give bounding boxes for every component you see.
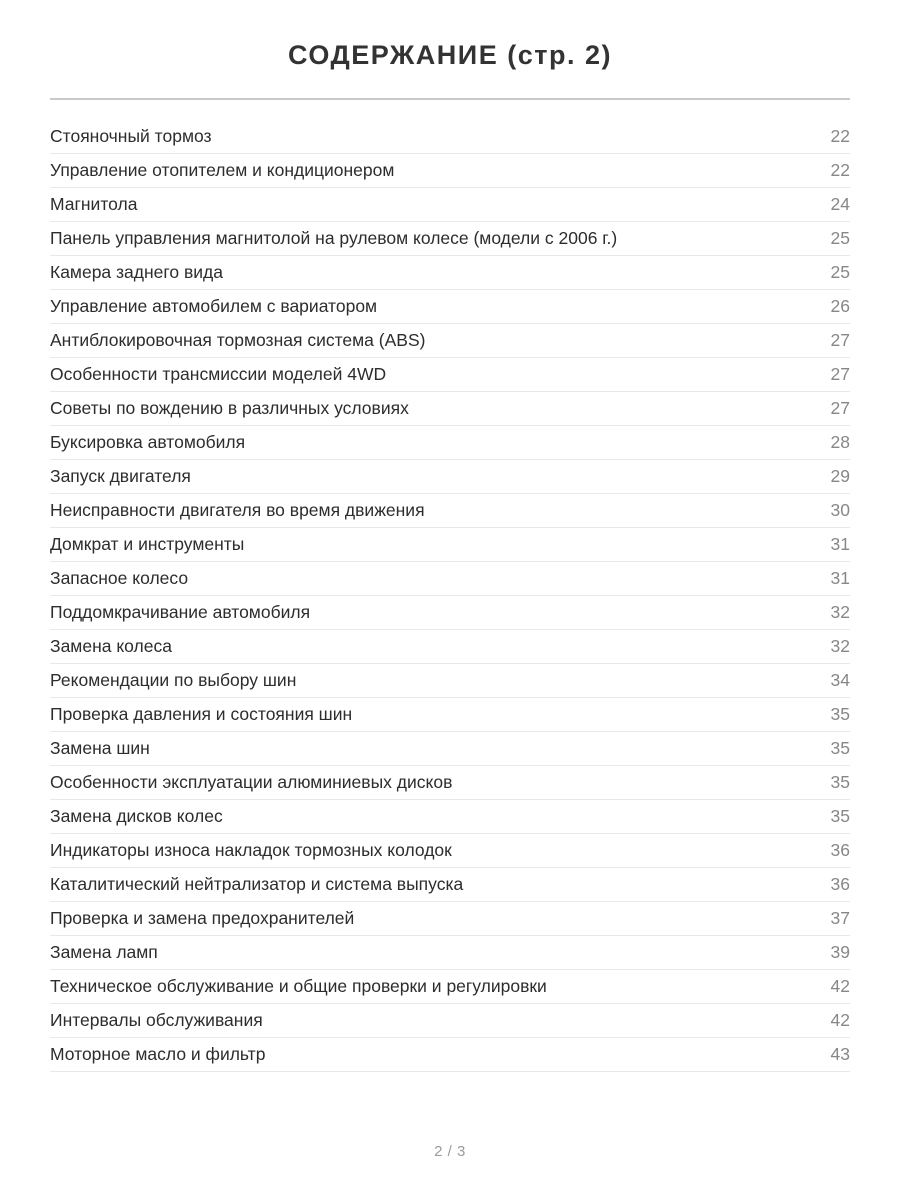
toc-entry-page: 42	[830, 1010, 850, 1030]
toc-entry-label: Домкрат и инструменты	[50, 534, 245, 554]
toc-entry-page: 37	[830, 908, 850, 928]
toc-entry-page: 34	[830, 670, 850, 690]
toc-row[interactable]	[50, 528, 850, 562]
toc-entry-label: Антиблокировочная тормозная система (ABS)	[50, 330, 426, 350]
toc-entry-page: 32	[830, 636, 850, 656]
toc-entry-page: 39	[830, 942, 850, 962]
toc-row[interactable]	[50, 630, 850, 664]
toc-row[interactable]	[50, 562, 850, 596]
toc-entry-page: 31	[830, 568, 850, 588]
toc-entry-label: Управление отопителем и кондиционером	[50, 160, 395, 180]
toc-entry-page: 28	[830, 432, 850, 452]
toc-entry-label: Рекомендации по выбору шин	[50, 670, 297, 690]
toc-entry-label: Моторное масло и фильтр	[50, 1044, 266, 1064]
toc-row[interactable]	[50, 120, 850, 154]
toc-row[interactable]	[50, 222, 850, 256]
toc-row[interactable]	[50, 800, 850, 834]
toc-row[interactable]	[50, 1038, 850, 1072]
toc-row[interactable]	[50, 1004, 850, 1038]
toc-entry-label: Запуск двигателя	[50, 466, 191, 486]
toc-entry-label: Магнитола	[50, 194, 138, 214]
toc-entry-page: 32	[830, 602, 850, 622]
toc-entry-label: Интервалы обслуживания	[50, 1010, 263, 1030]
toc-row[interactable]	[50, 970, 850, 1004]
toc-entry-page: 35	[830, 704, 850, 724]
toc-entry-label: Советы по вождению в различных условиях	[50, 398, 409, 418]
toc-row[interactable]	[50, 290, 850, 324]
toc-row[interactable]	[50, 664, 850, 698]
toc-row[interactable]	[50, 358, 850, 392]
title-divider	[50, 98, 850, 100]
toc-entry-label: Неисправности двигателя во время движения	[50, 500, 425, 520]
toc-entry-label: Запасное колесо	[50, 568, 189, 588]
toc-entry-page: 26	[830, 296, 850, 316]
toc-row[interactable]	[50, 732, 850, 766]
page-title: СОДЕРЖАНИЕ (стр. 2)	[288, 40, 612, 70]
toc-row[interactable]	[50, 324, 850, 358]
toc-entry-label: Каталитический нейтрализатор и система выпуска	[50, 874, 464, 894]
toc-entry-page: 31	[830, 534, 850, 554]
toc-list	[50, 120, 850, 1072]
toc-entry-label: Проверка и замена предохранителей	[50, 908, 355, 928]
toc-entry-page: 35	[830, 772, 850, 792]
toc-entry-label: Стояночный тормоз	[50, 126, 212, 146]
toc-entry-page: 25	[830, 262, 850, 282]
toc-row[interactable]	[50, 460, 850, 494]
toc-entry-page: 35	[830, 738, 850, 758]
toc-row[interactable]	[50, 494, 850, 528]
toc-entry-label: Особенности эксплуатации алюминиевых дисков	[50, 772, 453, 792]
toc-entry-label: Замена колеса	[50, 636, 172, 656]
toc-entry-page: 22	[830, 126, 850, 146]
toc-entry-label: Индикаторы износа накладок тормозных колодок	[50, 840, 452, 860]
toc-entry-label: Проверка давления и состояния шин	[50, 704, 353, 724]
toc-entry-page: 27	[830, 364, 850, 384]
toc-entry-page: 25	[830, 228, 850, 248]
toc-row[interactable]	[50, 936, 850, 970]
toc-entry-label: Буксировка автомобиля	[50, 432, 246, 452]
toc-entry-page: 36	[830, 874, 850, 894]
toc-row[interactable]	[50, 868, 850, 902]
toc-entry-label: Управление автомобилем с вариатором	[50, 296, 378, 316]
toc-row[interactable]	[50, 188, 850, 222]
toc-row[interactable]	[50, 426, 850, 460]
toc-row[interactable]	[50, 596, 850, 630]
toc-row[interactable]	[50, 834, 850, 868]
toc-entry-page: 43	[830, 1044, 850, 1064]
toc-entry-page: 36	[830, 840, 850, 860]
toc-entry-page: 35	[830, 806, 850, 826]
toc-row[interactable]	[50, 902, 850, 936]
toc-row[interactable]	[50, 698, 850, 732]
toc-row[interactable]	[50, 256, 850, 290]
toc-entry-page: 22	[830, 160, 850, 180]
toc-entry-label: Техническое обслуживание и общие проверки и регулировки	[50, 976, 547, 996]
toc-entry-page: 24	[830, 194, 850, 214]
toc-entry-label: Замена ламп	[50, 942, 158, 962]
toc-entry-label: Камера заднего вида	[50, 262, 223, 282]
page-indicator: 2 / 3	[434, 1143, 466, 1160]
toc-entry-page: 29	[830, 466, 850, 486]
toc-row[interactable]	[50, 154, 850, 188]
toc-entry-label: Поддомкрачивание автомобиля	[50, 602, 311, 622]
toc-entry-label: Панель управления магнитолой на рулевом колесе (модели с 2006 г.)	[50, 228, 618, 248]
toc-entry-page: 27	[830, 398, 850, 418]
toc-entry-page: 27	[830, 330, 850, 350]
toc-entry-label: Особенности трансмиссии моделей 4WD	[50, 364, 387, 384]
toc-row[interactable]	[50, 766, 850, 800]
toc-entry-label: Замена дисков колес	[50, 806, 223, 826]
toc-row[interactable]	[50, 392, 850, 426]
toc-entry-page: 42	[830, 976, 850, 996]
toc-entry-page: 30	[830, 500, 850, 520]
toc-entry-label: Замена шин	[50, 738, 150, 758]
